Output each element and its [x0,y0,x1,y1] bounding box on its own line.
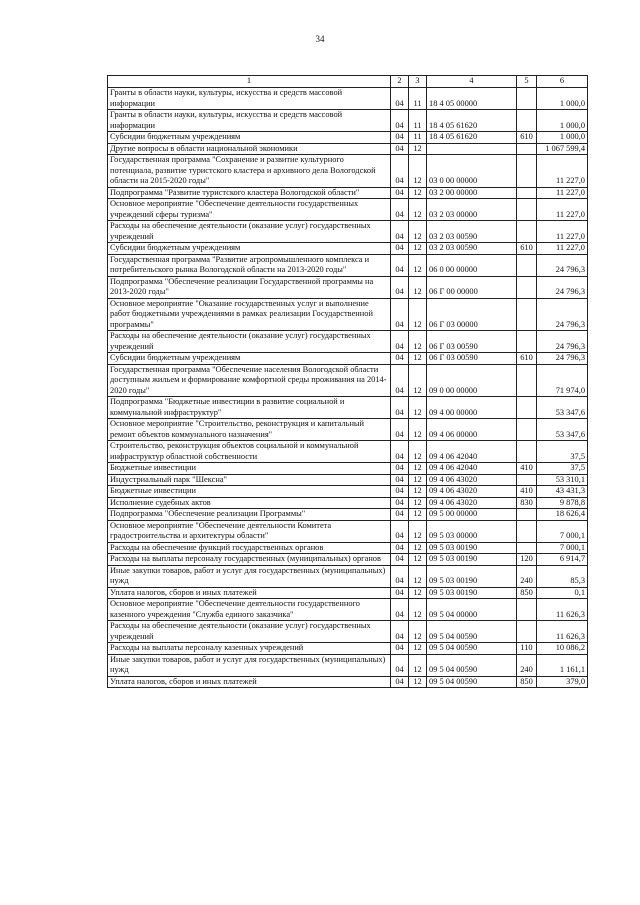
target-article-cell: 09 5 04 00590 [427,654,517,676]
table-body [108,88,588,688]
table-row [108,88,588,110]
section-code-cell: 04 [391,474,409,486]
expense-name-cell: Уплата налогов, сборов и иных платежей [108,587,391,599]
amount-cell: 71 974,0 [537,364,588,397]
expense-name-cell: Основное мероприятие "Оказание государственных услуг и выполнение работ бюджетными учреждениями в рамках реализации Государственной программы" [108,298,391,331]
table-row [108,199,588,221]
expense-type-cell: 410 [517,486,537,498]
subsection-code-cell: 12 [409,497,427,509]
expense-name-cell: Субсидии бюджетным учреждениям [108,132,391,144]
amount-cell: 1 067 599,4 [537,143,588,155]
section-code-cell: 04 [391,199,409,221]
amount-cell: 37,5 [537,463,588,475]
table-row [108,143,588,155]
expense-name-cell: Гранты в области науки, культуры, искусства и средств массовой информации [108,88,391,110]
expense-name-cell: Иные закупки товаров, работ и услуг для государственных (муниципальных) нужд [108,565,391,587]
header-cell: 2 [391,76,409,88]
section-code-cell: 04 [391,298,409,331]
target-article-cell [427,143,517,155]
section-code-cell: 04 [391,587,409,599]
section-code-cell: 04 [391,243,409,255]
amount-cell: 53 347,6 [537,397,588,419]
subsection-code-cell: 12 [409,221,427,243]
table-row [108,520,588,542]
subsection-code-cell: 12 [409,463,427,475]
section-code-cell: 04 [391,509,409,521]
expense-name-cell: Подпрограмма "Бюджетные инвестиции в развитие социальной и коммунальной инфраструктур" [108,397,391,419]
section-code-cell: 04 [391,331,409,353]
expense-name-cell: Уплата налогов, сборов и иных платежей [108,676,391,688]
subsection-code-cell: 11 [409,110,427,132]
section-code-cell: 04 [391,143,409,155]
amount-cell: 9 878,8 [537,497,588,509]
table-row [108,474,588,486]
expense-type-cell [517,474,537,486]
expense-type-cell [517,143,537,155]
target-article-cell: 09 4 00 00000 [427,397,517,419]
expense-name-cell: Подпрограмма "Обеспечение реализации Программы" [108,509,391,521]
expense-type-cell [517,155,537,188]
expense-type-cell [517,397,537,419]
expense-name-cell: Бюджетные инвестиции [108,486,391,498]
expense-type-cell [517,254,537,276]
subsection-code-cell: 12 [409,587,427,599]
table-row [108,621,588,643]
section-code-cell: 04 [391,497,409,509]
amount-cell: 1 000,0 [537,88,588,110]
table-row [108,599,588,621]
section-code-cell: 04 [391,542,409,554]
target-article-cell: 09 0 00 00000 [427,364,517,397]
expense-name-cell: Иные закупки товаров, работ и услуг для государственных (муниципальных) нужд [108,654,391,676]
subsection-code-cell: 12 [409,243,427,255]
table-row [108,187,588,199]
table-row [108,132,588,144]
subsection-code-cell: 12 [409,364,427,397]
expense-type-cell [517,187,537,199]
subsection-code-cell: 12 [409,554,427,566]
expense-type-cell [517,364,537,397]
amount-cell: 11 626,3 [537,599,588,621]
subsection-code-cell: 12 [409,441,427,463]
section-code-cell: 04 [391,520,409,542]
amount-cell: 24 796,3 [537,331,588,353]
expense-type-cell: 410 [517,463,537,475]
table-row [108,353,588,365]
target-article-cell: 03 2 03 00590 [427,243,517,255]
expense-type-cell: 850 [517,676,537,688]
expense-type-cell [517,221,537,243]
expense-type-cell: 120 [517,554,537,566]
section-code-cell: 04 [391,364,409,397]
subsection-code-cell: 11 [409,132,427,144]
section-code-cell: 04 [391,643,409,655]
amount-cell: 53 347,6 [537,419,588,441]
subsection-code-cell: 12 [409,199,427,221]
expense-type-cell [517,621,537,643]
expense-name-cell: Другие вопросы в области национальной экономики [108,143,391,155]
subsection-code-cell: 12 [409,155,427,188]
target-article-cell: 06 Г 00 00000 [427,276,517,298]
target-article-cell: 06 Г 03 00000 [427,298,517,331]
subsection-code-cell: 11 [409,88,427,110]
expense-name-cell: Основное мероприятие "Обеспечение деятельности государственного казенного учреждения "Служба единого заказчика" [108,599,391,621]
target-article-cell: 09 4 06 43020 [427,474,517,486]
section-code-cell: 04 [391,254,409,276]
subsection-code-cell: 12 [409,276,427,298]
expense-type-cell [517,542,537,554]
subsection-code-cell: 12 [409,353,427,365]
table-row [108,331,588,353]
table-row [108,221,588,243]
section-code-cell: 04 [391,110,409,132]
header-cell: 3 [409,76,427,88]
subsection-code-cell: 12 [409,643,427,655]
target-article-cell: 09 4 06 43020 [427,486,517,498]
amount-cell: 11 626,3 [537,621,588,643]
table-row [108,463,588,475]
table-row [108,497,588,509]
table-row [108,542,588,554]
expense-name-cell: Расходы на обеспечение деятельности (оказание услуг) государственных учреждений [108,221,391,243]
target-article-cell: 18 4 05 61620 [427,132,517,144]
table-row [108,397,588,419]
section-code-cell: 04 [391,621,409,643]
page-number: 34 [315,34,325,44]
target-article-cell: 06 0 00 00000 [427,254,517,276]
amount-cell: 11 227,0 [537,221,588,243]
section-code-cell: 04 [391,441,409,463]
expense-type-cell [517,599,537,621]
header-cell: 4 [427,76,517,88]
table-row [108,587,588,599]
expense-name-cell: Подпрограмма "Развитие туристского кластера Вологодской области" [108,187,391,199]
target-article-cell: 09 5 04 00590 [427,643,517,655]
expense-name-cell: Государственная программа "Развитие агропромышленного комплекса и потребительского рынка Вологодской области на 2013-2020 годы" [108,254,391,276]
header-cell: 5 [517,76,537,88]
expense-type-cell: 850 [517,587,537,599]
expense-type-cell [517,520,537,542]
section-code-cell: 04 [391,132,409,144]
amount-cell: 379,0 [537,676,588,688]
section-code-cell: 04 [391,187,409,199]
section-code-cell: 04 [391,397,409,419]
amount-cell: 43 431,3 [537,486,588,498]
table-row [108,486,588,498]
amount-cell: 11 227,0 [537,199,588,221]
expense-name-cell: Расходы на обеспечение функций государственных органов [108,542,391,554]
expense-type-cell [517,331,537,353]
table-header-row [108,76,588,88]
expense-name-cell: Строительство, реконструкция объектов социальной и коммунальной инфраструктур областной собственности [108,441,391,463]
expense-name-cell: Исполнение судебных актов [108,497,391,509]
target-article-cell: 06 Г 03 00590 [427,331,517,353]
subsection-code-cell: 12 [409,676,427,688]
amount-cell: 24 796,3 [537,298,588,331]
target-article-cell: 09 4 06 00000 [427,419,517,441]
expense-type-cell [517,88,537,110]
target-article-cell: 09 5 04 00000 [427,599,517,621]
expense-name-cell: Расходы на обеспечение деятельности (оказание услуг) государственных учреждений [108,331,391,353]
target-article-cell: 09 5 03 00190 [427,542,517,554]
target-article-cell: 18 4 05 61620 [427,110,517,132]
expense-name-cell: Расходы на выплаты персоналу казенных учреждений [108,643,391,655]
amount-cell: 37,5 [537,441,588,463]
expense-name-cell: Государственная программа "Обеспечение населения Вологодской области доступным жильем и формирование комфортной среды проживания на 2014-2020 годы" [108,364,391,397]
expense-name-cell: Основное мероприятие "Обеспечение деятельности государственных учреждений сферы туризма" [108,199,391,221]
amount-cell: 24 796,3 [537,254,588,276]
table-row [108,364,588,397]
section-code-cell: 04 [391,676,409,688]
table-row [108,654,588,676]
table-row [108,509,588,521]
expense-type-cell [517,199,537,221]
subsection-code-cell: 12 [409,509,427,521]
expense-name-cell: Расходы на выплаты персоналу государственных (муниципальных) органов [108,554,391,566]
amount-cell: 18 626,4 [537,509,588,521]
target-article-cell: 09 5 03 00190 [427,554,517,566]
target-article-cell: 03 2 03 00590 [427,221,517,243]
target-article-cell: 09 4 06 43020 [427,497,517,509]
amount-cell: 7 000,1 [537,542,588,554]
section-code-cell: 04 [391,486,409,498]
expense-type-cell: 240 [517,654,537,676]
target-article-cell: 03 2 03 00000 [427,199,517,221]
expense-name-cell: Субсидии бюджетным учреждениям [108,243,391,255]
subsection-code-cell: 12 [409,419,427,441]
expense-name-cell: Подпрограмма "Обеспечение реализации Государственной программы на 2013-2020 годы" [108,276,391,298]
expense-type-cell [517,298,537,331]
section-code-cell: 04 [391,599,409,621]
amount-cell: 24 796,3 [537,353,588,365]
table-row [108,676,588,688]
subsection-code-cell: 12 [409,621,427,643]
amount-cell: 10 086,2 [537,643,588,655]
expense-type-cell: 610 [517,353,537,365]
subsection-code-cell: 12 [409,474,427,486]
expense-type-cell [517,110,537,132]
table-row [108,643,588,655]
table-row [108,441,588,463]
expense-type-cell [517,441,537,463]
table-row [108,155,588,188]
section-code-cell: 04 [391,155,409,188]
target-article-cell: 09 5 00 00000 [427,509,517,521]
target-article-cell: 09 4 06 42040 [427,463,517,475]
header-cell: 6 [537,76,588,88]
target-article-cell: 03 0 00 00000 [427,155,517,188]
expense-type-cell [517,509,537,521]
section-code-cell: 04 [391,88,409,110]
section-code-cell: 04 [391,221,409,243]
subsection-code-cell: 12 [409,565,427,587]
expense-name-cell: Субсидии бюджетным учреждениям [108,353,391,365]
amount-cell: 1 161,1 [537,654,588,676]
subsection-code-cell: 12 [409,520,427,542]
amount-cell: 7 000,1 [537,520,588,542]
amount-cell: 53 310,1 [537,474,588,486]
expense-type-cell [517,419,537,441]
table-row [108,243,588,255]
expense-name-cell: Гранты в области науки, культуры, искусства и средств массовой информации [108,110,391,132]
subsection-code-cell: 12 [409,254,427,276]
subsection-code-cell: 12 [409,143,427,155]
subsection-code-cell: 12 [409,331,427,353]
amount-cell: 0,1 [537,587,588,599]
expense-name-cell: Бюджетные инвестиции [108,463,391,475]
table-row [108,419,588,441]
section-code-cell: 04 [391,565,409,587]
expense-type-cell: 240 [517,565,537,587]
expense-type-cell: 110 [517,643,537,655]
amount-cell: 1 000,0 [537,132,588,144]
section-code-cell: 04 [391,353,409,365]
amount-cell: 6 914,7 [537,554,588,566]
header-cell: 1 [108,76,391,88]
expense-type-cell: 830 [517,497,537,509]
section-code-cell: 04 [391,419,409,441]
section-code-cell: 04 [391,276,409,298]
target-article-cell: 09 5 03 00000 [427,520,517,542]
subsection-code-cell: 12 [409,599,427,621]
target-article-cell: 09 5 04 00590 [427,621,517,643]
target-article-cell: 18 4 05 00000 [427,88,517,110]
target-article-cell: 03 2 00 00000 [427,187,517,199]
table-row [108,554,588,566]
amount-cell: 11 227,0 [537,187,588,199]
amount-cell: 11 227,0 [537,155,588,188]
table-row [108,254,588,276]
budget-table [107,75,588,688]
table-row [108,298,588,331]
target-article-cell: 06 Г 03 00590 [427,353,517,365]
subsection-code-cell: 12 [409,397,427,419]
expense-type-cell: 610 [517,243,537,255]
section-code-cell: 04 [391,554,409,566]
section-code-cell: 04 [391,654,409,676]
expense-name-cell: Основное мероприятие "Строительство, реконструкция и капитальный ремонт объектов коммунального назначения" [108,419,391,441]
amount-cell: 24 796,3 [537,276,588,298]
target-article-cell: 09 5 03 00190 [427,587,517,599]
expense-name-cell: Основное мероприятие "Обеспечение деятельности Комитета градостроительства и архитектуры области" [108,520,391,542]
table-row [108,565,588,587]
section-code-cell: 04 [391,463,409,475]
subsection-code-cell: 12 [409,654,427,676]
subsection-code-cell: 12 [409,486,427,498]
table-row [108,110,588,132]
amount-cell: 11 227,0 [537,243,588,255]
expense-name-cell: Государственная программа "Сохранение и развитие культурного потенциала, развитие туристского кластера и архивного дела Вологодской области на 2015-2020 годы" [108,155,391,188]
table-row [108,276,588,298]
expense-name-cell: Расходы на обеспечение деятельности (оказание услуг) государственных учреждений [108,621,391,643]
target-article-cell: 09 5 04 00590 [427,676,517,688]
subsection-code-cell: 12 [409,187,427,199]
amount-cell: 1 000,0 [537,110,588,132]
subsection-code-cell: 12 [409,298,427,331]
target-article-cell: 09 5 03 00190 [427,565,517,587]
amount-cell: 85,3 [537,565,588,587]
expense-type-cell: 610 [517,132,537,144]
subsection-code-cell: 12 [409,542,427,554]
expense-type-cell [517,276,537,298]
target-article-cell: 09 4 06 42040 [427,441,517,463]
expense-name-cell: Индустриальный парк "Шексна" [108,474,391,486]
